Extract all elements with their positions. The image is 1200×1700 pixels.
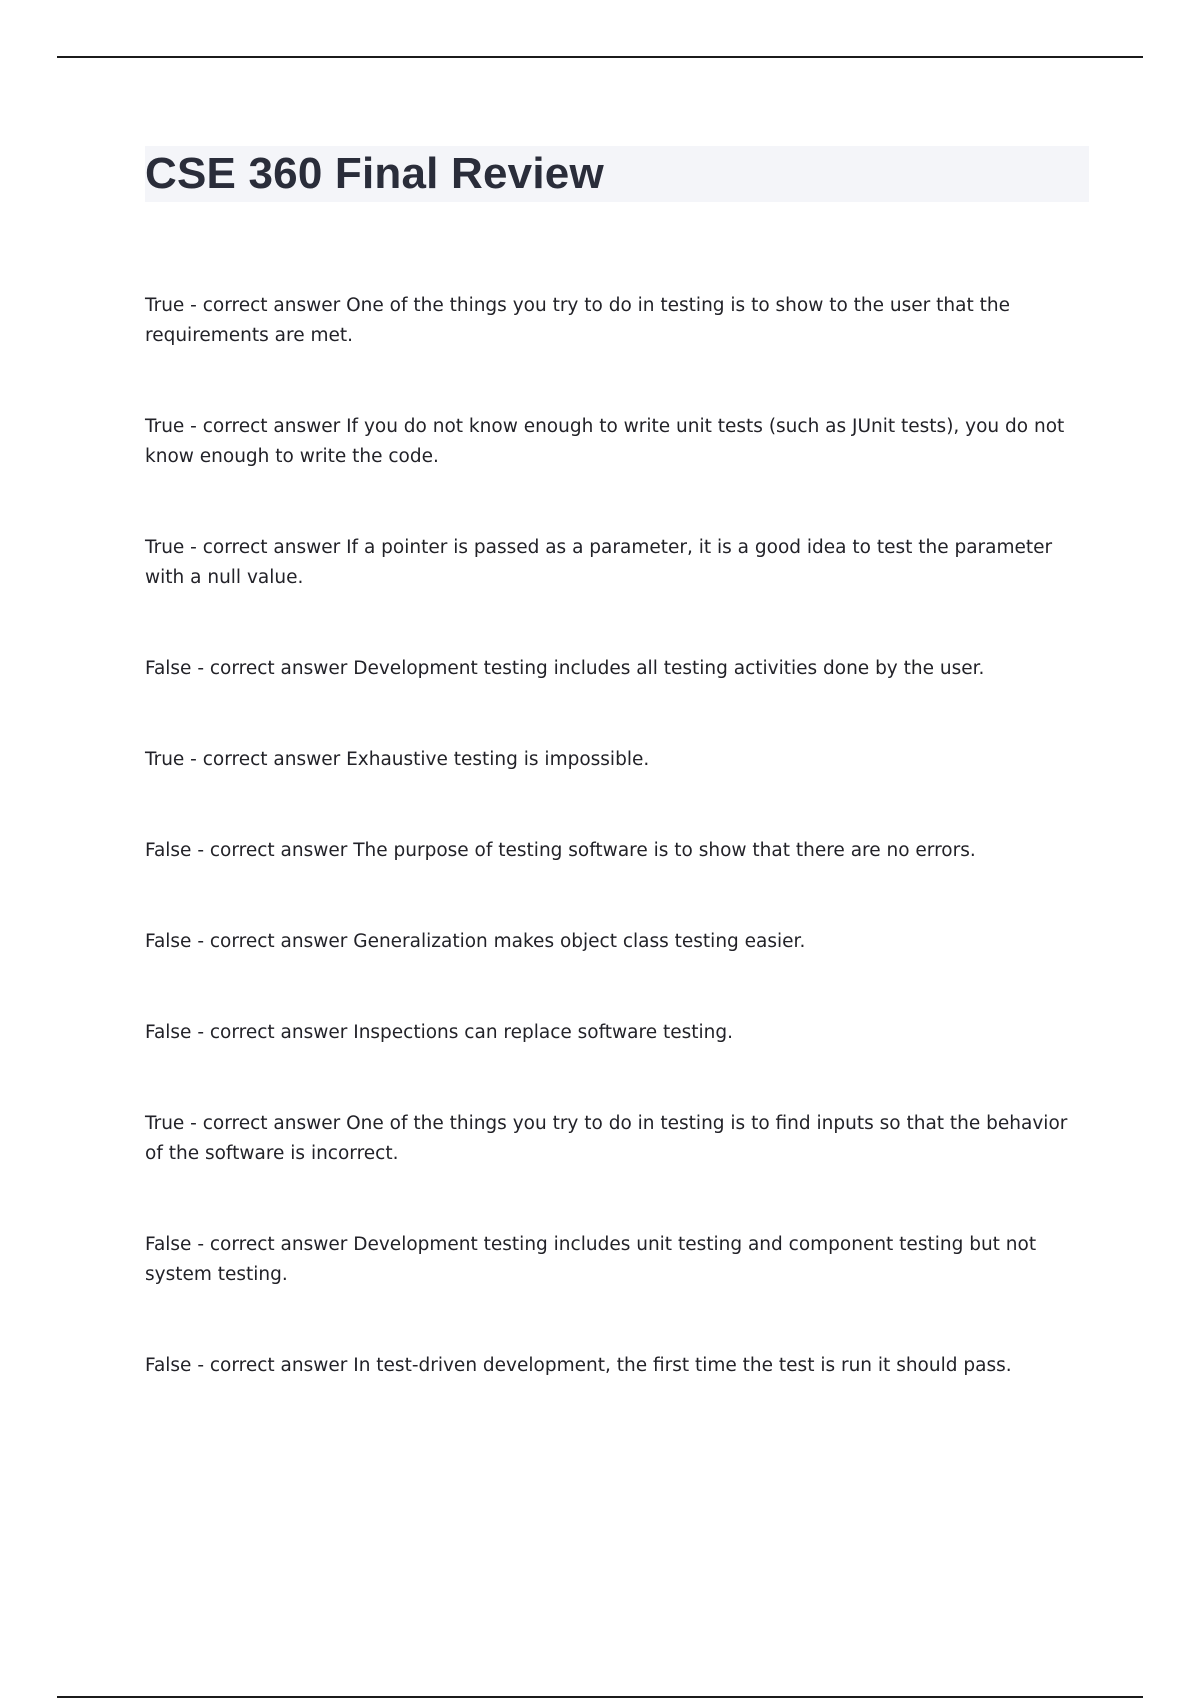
title-band [145, 146, 1089, 202]
qa-entry: True - correct answer Exhaustive testing is impossible. [145, 749, 650, 770]
qa-entry: True - correct answer If you do not know enough to write unit tests (such as JUnit tests), you do not know enough to write the code. [145, 416, 1065, 467]
qa-entry: False - correct answer Inspections can replace software testing. [145, 1022, 733, 1043]
qa-entry: False - correct answer The purpose of testing software is to show that there are no errors. [145, 840, 976, 861]
qa-entry: False - correct answer In test-driven development, the first time the test is run it should pass. [145, 1355, 1012, 1376]
qa-entry: True - correct answer One of the things you try to do in testing is to find inputs so that the behavior of the software is incorrect. [145, 1113, 1068, 1164]
page-title: CSE 360 Final Review [145, 149, 604, 198]
qa-entry: False - correct answer Development testing includes unit testing and component testing but not system testing. [145, 1234, 1037, 1285]
qa-entry: False - correct answer Development testing includes all testing activities done by the user. [145, 658, 985, 679]
top-rule [57, 56, 1143, 58]
qa-entry: True - correct answer If a pointer is passed as a parameter, it is a good idea to test the parameter with a null value. [145, 537, 1053, 588]
qa-entry: True - correct answer One of the things you try to do in testing is to show to the user that the requirements are met. [145, 295, 1010, 346]
qa-list [145, 291, 1085, 1442]
bottom-rule [57, 1696, 1143, 1698]
qa-entry: False - correct answer Generalization makes object class testing easier. [145, 931, 806, 952]
